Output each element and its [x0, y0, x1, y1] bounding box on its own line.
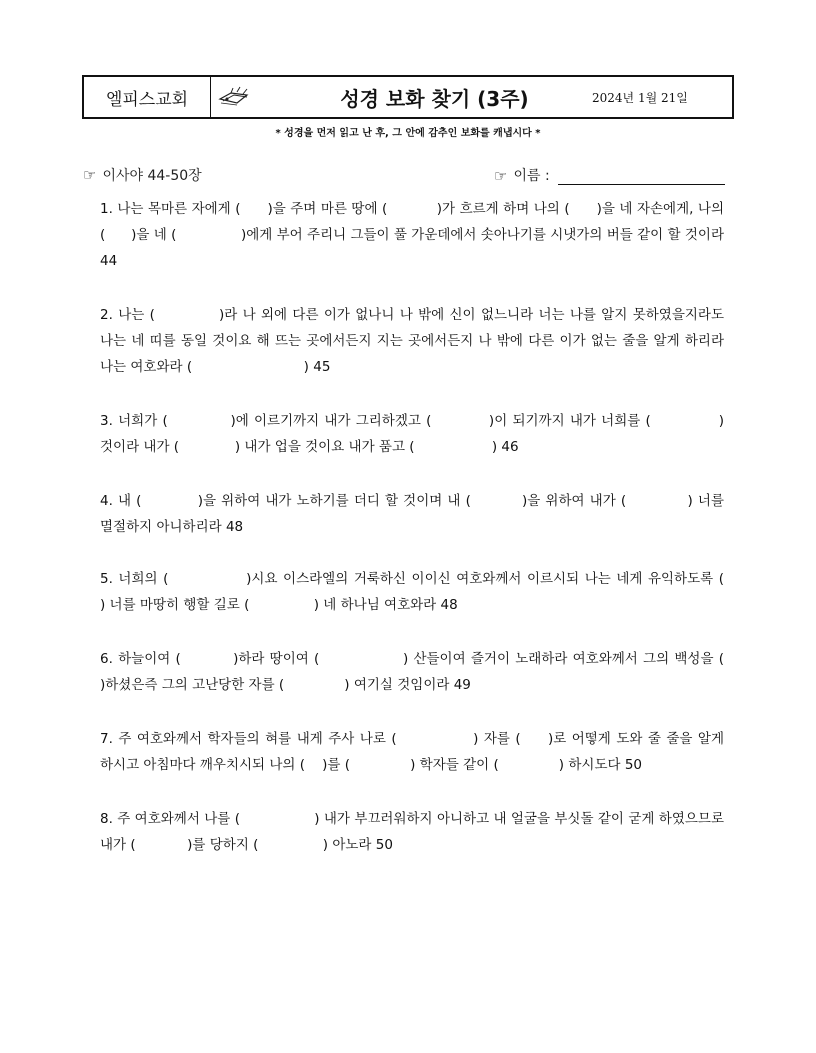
name-label: 이름 : [513, 168, 550, 184]
pointing-hand-icon: ☞ [83, 166, 97, 184]
name-field [494, 165, 725, 185]
question-6: 6. 하늘이여 ( )하라 땅이여 ( ) 산들이여 즐거이 노래하라 여호와께서 그의 백성을 ( )하셨은즉 그의 고난당한 자를 ( ) 여기실 것임이라 49 [100, 651, 780, 693]
passage-label: 이사야 44-50장 [102, 168, 202, 184]
question-4: 4. 내 ( )을 위하여 내가 노하기를 더디 할 것이며 내 ( )을 위하여 내가 ( ) 너를 멸절하지 아니하리라 48 [100, 493, 729, 535]
instruction: * 성경을 먼저 읽고 난 후, 그 안에 감추인 보화를 캐냅시다 * [275, 128, 541, 139]
pointing-hand-icon: ☞ [494, 167, 508, 185]
question-8: 8. 주 여호와께서 나를 ( ) 내가 부끄러워하지 아니하고 내 얼굴을 부싯돌 같이 굳게 하였으므로 내가 ( )를 당하지 ( ) 아노라 50 [100, 811, 729, 853]
question-2: 2. 나는 ( )라 나 외에 다른 이가 없나니 나 밖에 신이 없느니라 너는 나를 알지 못하였을지라도 나는 네 띠를 동일 것이요 해 뜨는 곳에서든지 지는 곳에서든지 나 밖에 다른 이가 없는 줄을 알게 하리라 나는 여호와라 ( ) 45 [100, 307, 729, 375]
question-5: 5. 너희의 ( )시요 이스라엘의 거룩하신 이이신 여호와께서 이르시되 나는 네게 유익하도록 ( ) 너를 마땅히 행할 길로 ( ) 네 하나님 여호와라 48 [100, 571, 785, 613]
header-box [82, 75, 734, 119]
question-list [100, 196, 785, 886]
page-title: 성경 보화 찾기 (3주) [340, 86, 529, 111]
name-blank[interactable] [558, 168, 725, 185]
question-1: 1. 나는 목마른 자에게 ( )을 주며 마른 땅에 ( )가 흐르게 하며 나의 ( )을 네 자손에게, 나의 ( )을 네 ( )에게 부어 주리니 그들이 풀 가운데에서 솟아나기를 시냇가의 버들 같이 할 것이라 44 [100, 201, 729, 269]
church-name: 엘피스교회 [84, 77, 211, 117]
passage-range [83, 165, 202, 185]
question-3: 3. 너희가 ( )에 이르기까지 내가 그리하겠고 ( )이 되기까지 내가 너희를 ( ) 것이라 내가 ( ) 내가 업을 것이요 내가 품고 ( ) 46 [100, 413, 729, 455]
date: 2024년 1월 21일 [592, 90, 688, 105]
book-icon [211, 77, 257, 117]
question-7: 7. 주 여호와께서 학자들의 혀를 내게 주사 나로 ( ) 자를 ( )로 어떻게 도와 줄 줄을 알게 하시고 아침마다 깨우치시되 나의 ( )를 ( ) 학자들 같이 ( ) 하시도다 50 [100, 731, 729, 773]
